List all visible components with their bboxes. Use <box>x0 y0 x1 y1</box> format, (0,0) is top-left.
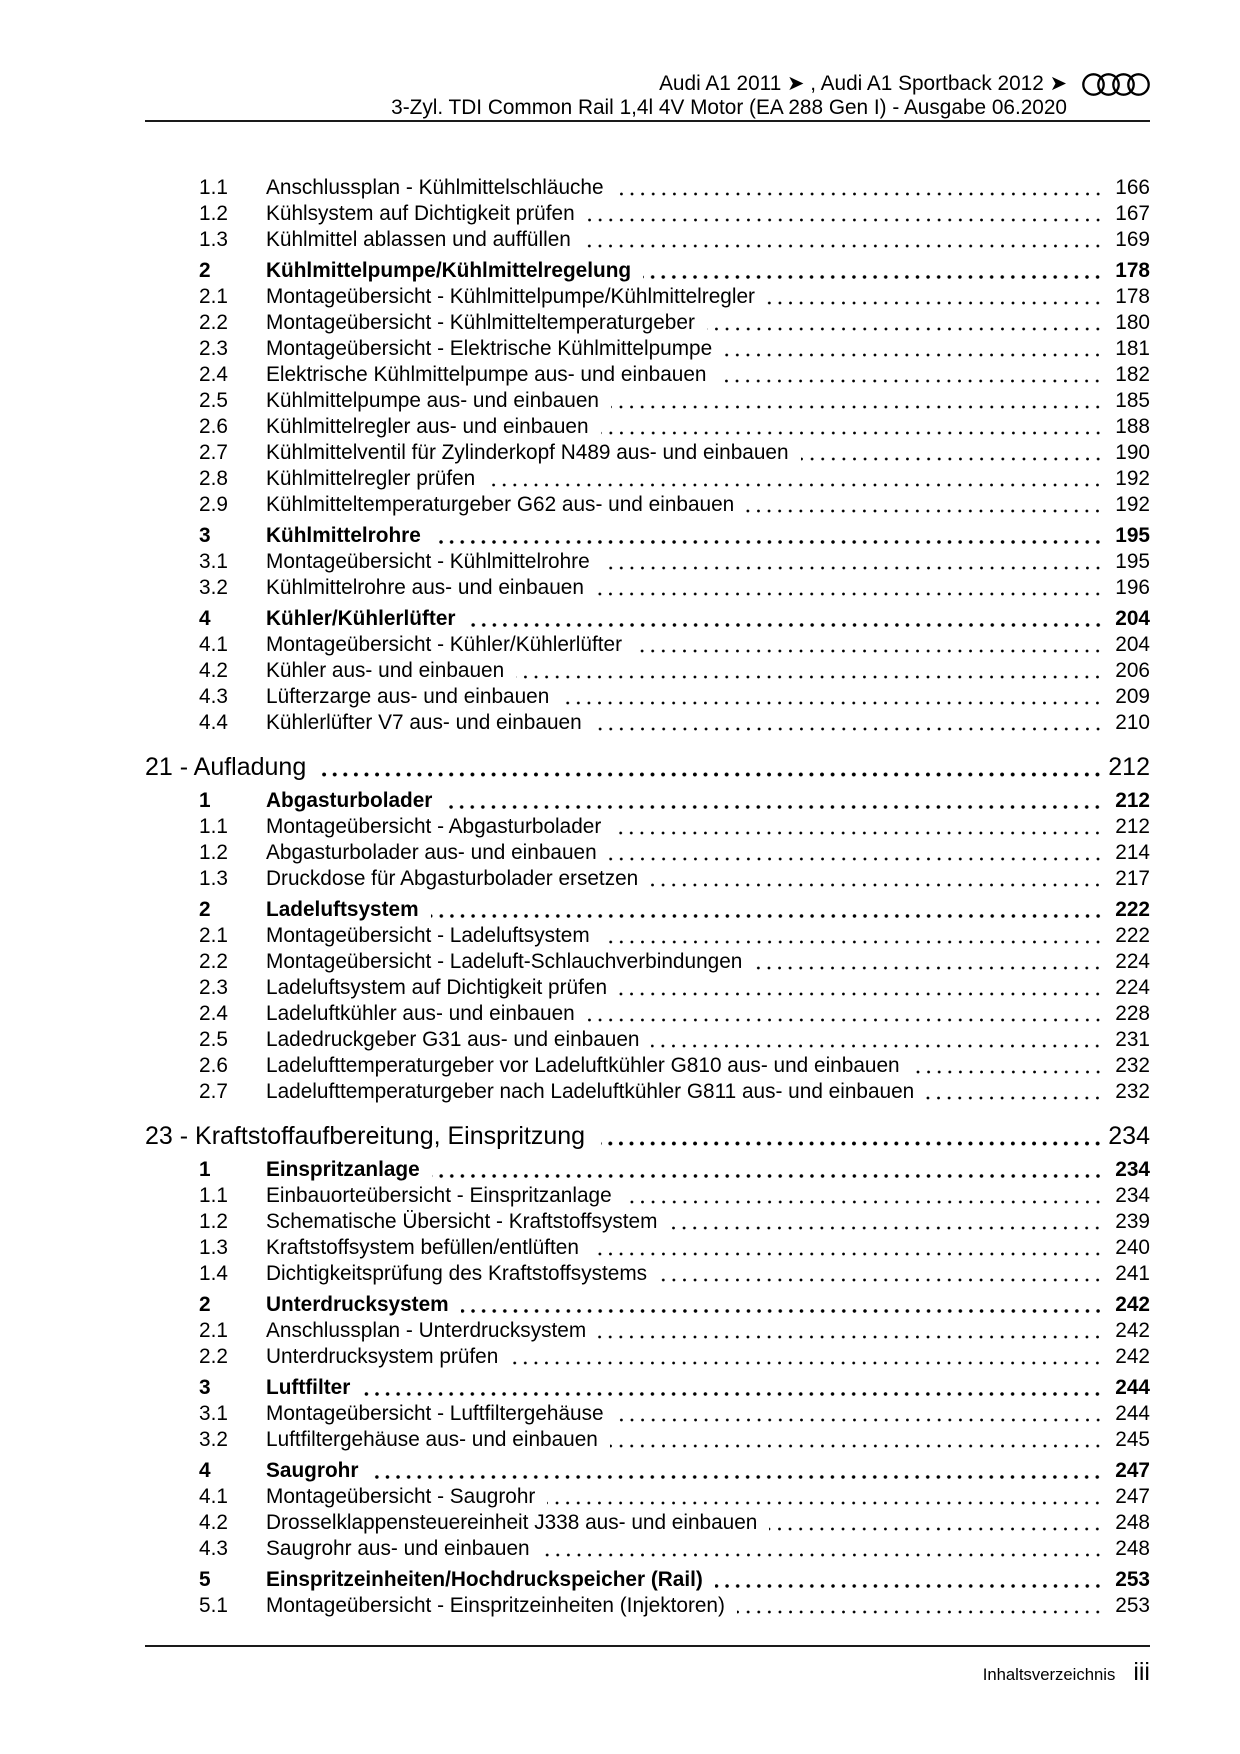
toc-dot-leader <box>707 310 1103 336</box>
toc-item-number: 1.2 <box>199 1210 228 1233</box>
toc-item-title: Montageübersicht - Saugrohr <box>266 1485 536 1508</box>
toc-item-page: 209 <box>1103 684 1150 1754</box>
logo-ring <box>1128 74 1148 94</box>
toc-dot-leader <box>594 710 1103 736</box>
toc-item-entry[interactable] <box>145 1401 1150 1427</box>
toc-section-number: 1 <box>199 789 211 812</box>
toc-item-title: Montageübersicht - Kühlmittelpumpe/Kühlmittelregler <box>266 285 755 308</box>
toc-item-number: 2.2 <box>199 950 228 973</box>
toc-section-page: 222 <box>1103 897 1150 1754</box>
toc-item-page: 232 <box>1103 1079 1150 1754</box>
toc-item-title: Drosselklappensteuereinheit J338 aus- und einbauen <box>266 1511 758 1534</box>
toc-item-entry[interactable] <box>145 1344 1150 1370</box>
toc-section-page: 242 <box>1103 1292 1150 1754</box>
toc-dot-leader <box>912 1053 1103 1079</box>
toc-item-title: Luftfiltergehäuse aus- und einbauen <box>266 1428 598 1451</box>
toc-item-number: 2.2 <box>199 1345 228 1368</box>
toc-item-page: 206 <box>1103 658 1150 1754</box>
toc-item-page: 248 <box>1103 1510 1150 1754</box>
toc-section-title: Einspritzanlage <box>266 1158 420 1181</box>
toc-dot-leader <box>370 1458 1103 1484</box>
toc-item-number: 3.2 <box>199 1428 228 1451</box>
toc-section-entry[interactable] <box>145 523 1150 549</box>
toc-section-number: 2 <box>199 1293 211 1316</box>
toc-item-title: Kühlerlüfter V7 aus- und einbauen <box>266 711 582 734</box>
toc-item-number: 2.4 <box>199 1002 228 1025</box>
toc-dot-leader <box>610 1427 1103 1453</box>
toc-item-page: 217 <box>1103 866 1150 1754</box>
toc-item-number: 2.5 <box>199 389 228 412</box>
toc-item-number: 1.2 <box>199 841 228 864</box>
toc-dot-leader <box>801 440 1103 466</box>
toc-section-page: 212 <box>1103 788 1150 1754</box>
toc-section-title: Saugrohr <box>266 1459 359 1482</box>
toc-item-entry[interactable] <box>145 1001 1150 1027</box>
toc-item-number: 1.1 <box>199 176 228 199</box>
toc-item-page: 247 <box>1103 1484 1150 1754</box>
toc-dot-leader <box>602 549 1103 575</box>
toc-item-number: 3.1 <box>199 1402 228 1425</box>
toc-section-entry[interactable] <box>145 606 1150 632</box>
toc-chapter-page: 234 <box>1103 1120 1150 1754</box>
toc-section-entry[interactable] <box>145 1375 1150 1401</box>
toc-item-number: 1.3 <box>199 867 228 890</box>
toc-item-page: 178 <box>1103 284 1150 1754</box>
toc-item-number: 1.1 <box>199 1184 228 1207</box>
toc-item-title: Kühlmittelrohre aus- und einbauen <box>266 576 584 599</box>
toc-item-page: 231 <box>1103 1027 1150 1754</box>
toc-item-entry[interactable] <box>145 227 1150 253</box>
toc-item-entry[interactable] <box>145 1261 1150 1287</box>
toc-section-title: Kühlmittelrohre <box>266 524 421 547</box>
toc-dot-leader <box>643 258 1103 284</box>
toc-chapter-page: 212 <box>1103 751 1150 1754</box>
page-footer <box>983 1657 1150 1687</box>
toc-section-title: Unterdrucksystem <box>266 1293 449 1316</box>
toc-item-number: 4.1 <box>199 1485 228 1508</box>
toc-item-number: 2.9 <box>199 493 228 516</box>
toc-item-page: 204 <box>1103 632 1150 1754</box>
toc-item-entry[interactable] <box>145 866 1150 892</box>
toc-item-number: 2.3 <box>199 976 228 999</box>
toc-item-title: Montageübersicht - Kühler/Kühlerlüfter <box>266 633 623 656</box>
toc-section-page: 204 <box>1103 606 1150 1754</box>
toc-section-page: 253 <box>1103 1567 1150 1754</box>
toc-item-title: Montageübersicht - Einspritzeinheiten (Injektoren) <box>266 1594 725 1617</box>
toc-item-title: Montageübersicht - Kühlmitteltemperaturgeber <box>266 311 695 334</box>
toc-item-page: 224 <box>1103 975 1150 1754</box>
toc-item-entry[interactable] <box>145 575 1150 601</box>
toc-section-page: 244 <box>1103 1375 1150 1754</box>
toc-item-title: Kühlmittelventil für Zylinderkopf N489 aus- und einbauen <box>266 441 789 464</box>
toc-dot-leader <box>611 388 1103 414</box>
toc-item-page: 169 <box>1103 227 1150 1754</box>
toc-item-title: Einbauorteübersicht - Einspritzanlage <box>266 1184 612 1207</box>
toc-dot-leader <box>650 866 1103 892</box>
model-range-title: Audi A1 2011 ➤ , Audi A1 Sportback 2012 ➤ <box>659 72 1067 95</box>
toc-dot-leader <box>724 336 1103 362</box>
toc-dot-leader <box>624 1183 1103 1209</box>
toc-item-number: 1.4 <box>199 1262 228 1285</box>
toc-section-page: 195 <box>1103 523 1150 1754</box>
toc-section-page: 247 <box>1103 1458 1150 1754</box>
toc-item-title: Dichtigkeitsprüfung des Kraftstoffsystems <box>266 1262 648 1285</box>
toc-item-entry[interactable] <box>145 814 1150 840</box>
toc-dot-leader <box>516 658 1103 684</box>
toc-dot-leader <box>634 632 1103 658</box>
toc-item-entry[interactable] <box>145 1183 1150 1209</box>
toc-section-title: Ladeluftsystem <box>266 898 419 921</box>
toc-dot-leader <box>718 362 1103 388</box>
toc-item-number: 1.1 <box>199 815 228 838</box>
toc-item-entry[interactable] <box>145 1079 1150 1105</box>
toc-dot-leader <box>609 840 1103 866</box>
toc-section-entry[interactable] <box>145 258 1150 284</box>
toc-item-page: 214 <box>1103 840 1150 1754</box>
toc-dot-leader <box>767 284 1103 310</box>
toc-item-entry[interactable] <box>145 1318 1150 1344</box>
toc-item-page: 239 <box>1103 1209 1150 1754</box>
toc-item-title: Lüfterzarge aus- und einbauen <box>266 685 550 708</box>
toc-dot-leader <box>433 523 1103 549</box>
toc-item-number: 1.2 <box>199 202 228 225</box>
footer-page-number: iii <box>1133 1658 1150 1686</box>
toc-dot-leader <box>659 1261 1103 1287</box>
toc-item-number: 4.4 <box>199 711 228 734</box>
toc-dot-leader <box>598 1318 1103 1344</box>
toc-dot-leader <box>542 1536 1103 1562</box>
toc-section-number: 3 <box>199 1376 211 1399</box>
toc-item-title: Montageübersicht - Ladeluft-Schlauchverbindungen <box>266 950 743 973</box>
toc-item-entry[interactable] <box>145 175 1150 201</box>
toc-section-entry[interactable] <box>145 897 1150 923</box>
toc-item-page: 190 <box>1103 440 1150 1754</box>
toc-item-entry[interactable] <box>145 388 1150 414</box>
toc-dot-leader <box>601 1120 1103 1152</box>
toc-item-title: Montageübersicht - Elektrische Kühlmittelpumpe <box>266 337 713 360</box>
toc-item-page: 253 <box>1103 1593 1150 1754</box>
toc-section-entry[interactable] <box>145 1567 1150 1593</box>
toc-section-title: Kühler/Kühlerlüfter <box>266 607 456 630</box>
toc-section-entry[interactable] <box>145 788 1150 814</box>
toc-item-entry[interactable] <box>145 949 1150 975</box>
toc-item-number: 1.3 <box>199 1236 228 1259</box>
toc-section-entry[interactable] <box>145 1157 1150 1183</box>
toc-item-number: 2.2 <box>199 311 228 334</box>
toc-item-number: 4.3 <box>199 685 228 708</box>
toc-dot-leader <box>583 227 1103 253</box>
toc-item-entry[interactable] <box>145 492 1150 518</box>
toc-item-title: Montageübersicht - Abgasturbolader <box>266 815 602 838</box>
toc-item-page: 241 <box>1103 1261 1150 1754</box>
toc-item-entry[interactable] <box>145 658 1150 684</box>
toc-item-title: Kühlmittelregler aus- und einbauen <box>266 415 589 438</box>
toc-item-page: 180 <box>1103 310 1150 1754</box>
toc-item-title: Montageübersicht - Kühlmittelrohre <box>266 550 590 573</box>
toc-item-title: Ladelufttemperaturgeber nach Ladeluftkühler G811 aus- und einbauen <box>266 1080 915 1103</box>
toc-item-title: Anschlussplan - Unterdrucksystem <box>266 1319 587 1342</box>
toc-item-entry[interactable] <box>145 1536 1150 1562</box>
toc-item-title: Anschlussplan - Kühlmittelschläuche <box>266 176 604 199</box>
toc-chapter-title: 23 - Kraftstoffaufbereitung, Einspritzung <box>145 1122 586 1150</box>
toc-item-entry[interactable] <box>145 710 1150 736</box>
toc-item-page: 234 <box>1103 1183 1150 1754</box>
toc-item-number: 2.6 <box>199 415 228 438</box>
toc-item-page: 188 <box>1103 414 1150 1754</box>
toc-item-page: 244 <box>1103 1401 1150 1754</box>
toc-section-number: 1 <box>199 1158 211 1181</box>
toc-section-page: 178 <box>1103 258 1150 1754</box>
toc-dot-leader <box>487 466 1103 492</box>
toc-dot-leader <box>587 1001 1103 1027</box>
toc-item-entry[interactable] <box>145 362 1150 388</box>
toc-section-number: 4 <box>199 1459 211 1482</box>
toc-dot-leader <box>596 575 1103 601</box>
toc-item-title: Kraftstoffsystem befüllen/entlüften <box>266 1236 579 1259</box>
toc-item-number: 2.5 <box>199 1028 228 1051</box>
header-rule <box>145 120 1150 122</box>
toc-item-number: 4.1 <box>199 633 228 656</box>
toc-section-number: 3 <box>199 524 211 547</box>
toc-item-page: 222 <box>1103 923 1150 1754</box>
toc-item-number: 2.8 <box>199 467 228 490</box>
toc-section-entry[interactable] <box>145 1458 1150 1484</box>
toc-item-title: Druckdose für Abgasturbolader ersetzen <box>266 867 639 890</box>
toc-item-title: Abgasturbolader aus- und einbauen <box>266 841 597 864</box>
toc-section-page: 234 <box>1103 1157 1150 1754</box>
toc-item-entry[interactable] <box>145 336 1150 362</box>
toc-dot-leader <box>362 1375 1103 1401</box>
toc-item-entry[interactable] <box>145 684 1150 710</box>
table-of-contents <box>145 175 1150 1619</box>
toc-dot-leader <box>769 1510 1103 1536</box>
toc-item-title: Ladeluftsystem auf Dichtigkeit prüfen <box>266 976 608 999</box>
toc-item-entry[interactable] <box>145 414 1150 440</box>
toc-item-number: 5.1 <box>199 1594 228 1617</box>
toc-item-page: 182 <box>1103 362 1150 1754</box>
toc-dot-leader <box>510 1344 1103 1370</box>
toc-dot-leader <box>468 606 1104 632</box>
toc-dot-leader <box>432 1157 1103 1183</box>
toc-item-entry[interactable] <box>145 1510 1150 1536</box>
toc-item-number: 1.3 <box>199 228 228 251</box>
toc-dot-leader <box>616 1401 1103 1427</box>
toc-dot-leader <box>754 949 1103 975</box>
toc-item-page: 242 <box>1103 1318 1150 1754</box>
toc-item-page: 166 <box>1103 175 1150 1754</box>
footer-section-label: Inhaltsverzeichnis <box>982 1665 1116 1684</box>
toc-item-page: 167 <box>1103 201 1150 1754</box>
toc-section-number: 4 <box>199 607 211 630</box>
toc-section-title: Kühlmittelpumpe/Kühlmittelregelung <box>266 259 632 282</box>
toc-item-entry[interactable] <box>145 310 1150 336</box>
toc-item-number: 2.1 <box>199 924 228 947</box>
toc-item-title: Montageübersicht - Ladeluftsystem <box>266 924 590 947</box>
toc-dot-leader <box>561 684 1103 710</box>
toc-item-number: 4.3 <box>199 1537 228 1560</box>
toc-item-number: 2.4 <box>199 363 228 386</box>
toc-item-title: Unterdrucksystem prüfen <box>266 1345 499 1368</box>
toc-item-number: 2.7 <box>199 441 228 464</box>
toc-item-entry[interactable] <box>145 1593 1150 1619</box>
toc-dot-leader <box>431 897 1103 923</box>
toc-section-title: Einspritzeinheiten/Hochdruckspeicher (Rail) <box>266 1568 703 1591</box>
toc-dot-leader <box>737 1593 1103 1619</box>
toc-item-number: 2.1 <box>199 1319 228 1342</box>
toc-item-entry[interactable] <box>145 1209 1150 1235</box>
toc-item-number: 4.2 <box>199 659 228 682</box>
toc-item-entry[interactable] <box>145 1053 1150 1079</box>
toc-dot-leader <box>444 788 1103 814</box>
toc-item-page: 224 <box>1103 949 1150 1754</box>
toc-item-title: Ladedruckgeber G31 aus- und einbauen <box>266 1028 640 1051</box>
toc-item-page: 196 <box>1103 575 1150 1754</box>
toc-item-page: 195 <box>1103 549 1150 1754</box>
toc-item-title: Kühlsystem auf Dichtigkeit prüfen <box>266 202 575 225</box>
toc-dot-leader <box>619 975 1103 1001</box>
toc-item-page: 242 <box>1103 1344 1150 1754</box>
toc-item-title: Kühlmittel ablassen und auffüllen <box>266 228 571 251</box>
toc-item-entry[interactable] <box>145 201 1150 227</box>
toc-item-entry[interactable] <box>145 1484 1150 1510</box>
toc-item-entry[interactable] <box>145 1427 1150 1453</box>
toc-item-title: Ladelufttemperaturgeber vor Ladeluftkühler G810 aus- und einbauen <box>266 1054 900 1077</box>
toc-dot-leader <box>926 1079 1103 1105</box>
toc-item-entry[interactable] <box>145 1027 1150 1053</box>
toc-item-page: 228 <box>1103 1001 1150 1754</box>
toc-item-entry[interactable] <box>145 975 1150 1001</box>
toc-dot-leader <box>651 1027 1103 1053</box>
toc-item-title: Kühler aus- und einbauen <box>266 659 505 682</box>
toc-item-page: 212 <box>1103 814 1150 1754</box>
toc-chapter-title: 21 - Aufladung <box>145 753 307 781</box>
toc-item-title: Kühlmittelpumpe aus- und einbauen <box>266 389 599 412</box>
toc-item-entry[interactable] <box>145 549 1150 575</box>
toc-item-entry[interactable] <box>145 632 1150 658</box>
toc-section-title: Abgasturbolader <box>266 789 433 812</box>
engine-edition-subtitle: 3-Zyl. TDI Common Rail 1,4l 4V Motor (EA 288 Gen I) - Ausgabe 06.2020 <box>391 96 1067 119</box>
toc-dot-leader <box>613 814 1103 840</box>
audi-rings-logo <box>1082 73 1150 96</box>
toc-item-number: 4.2 <box>199 1511 228 1534</box>
toc-item-title: Schematische Übersicht - Kraftstoffsystem <box>266 1210 658 1233</box>
toc-item-entry[interactable] <box>145 1235 1150 1261</box>
toc-item-page: 240 <box>1103 1235 1150 1754</box>
toc-item-entry[interactable] <box>145 466 1150 492</box>
toc-item-title: Montageübersicht - Luftfiltergehäuse <box>266 1402 604 1425</box>
toc-dot-leader <box>669 1209 1103 1235</box>
toc-item-title: Kühlmitteltemperaturgeber G62 aus- und einbauen <box>266 493 735 516</box>
toc-chapter-entry[interactable] <box>145 751 1150 783</box>
toc-item-title: Saugrohr aus- und einbauen <box>266 1537 530 1560</box>
page-header <box>391 72 1067 120</box>
toc-item-entry[interactable] <box>145 284 1150 310</box>
toc-item-page: 210 <box>1103 710 1150 1754</box>
toc-section-number: 5 <box>199 1568 211 1591</box>
toc-item-title: Ladeluftkühler aus- und einbauen <box>266 1002 575 1025</box>
toc-item-entry[interactable] <box>145 440 1150 466</box>
toc-item-page: 185 <box>1103 388 1150 1754</box>
toc-section-number: 2 <box>199 259 211 282</box>
toc-dot-leader <box>616 175 1103 201</box>
toc-dot-leader <box>601 414 1103 440</box>
toc-item-entry[interactable] <box>145 923 1150 949</box>
toc-dot-leader <box>591 1235 1103 1261</box>
toc-section-number: 2 <box>199 898 211 921</box>
toc-chapter-entry[interactable] <box>145 1120 1150 1152</box>
toc-dot-leader <box>461 1292 1103 1318</box>
toc-dot-leader <box>602 923 1103 949</box>
toc-item-entry[interactable] <box>145 840 1150 866</box>
toc-dot-leader <box>322 751 1103 783</box>
toc-dot-leader <box>547 1484 1103 1510</box>
toc-item-number: 2.6 <box>199 1054 228 1077</box>
toc-item-number: 3.1 <box>199 550 228 573</box>
toc-item-title: Kühlmittelregler prüfen <box>266 467 476 490</box>
toc-item-page: 181 <box>1103 336 1150 1754</box>
toc-item-number: 2.1 <box>199 285 228 308</box>
toc-dot-leader <box>715 1567 1103 1593</box>
toc-item-number: 3.2 <box>199 576 228 599</box>
toc-section-title: Luftfilter <box>266 1376 351 1399</box>
toc-dot-leader <box>746 492 1103 518</box>
toc-item-page: 245 <box>1103 1427 1150 1754</box>
toc-item-page: 192 <box>1103 466 1150 1754</box>
toc-item-number: 2.3 <box>199 337 228 360</box>
toc-item-page: 232 <box>1103 1053 1150 1754</box>
toc-dot-leader <box>587 201 1103 227</box>
toc-item-title: Elektrische Kühlmittelpumpe aus- und einbauen <box>266 363 707 386</box>
toc-item-page: 192 <box>1103 492 1150 1754</box>
toc-item-page: 248 <box>1103 1536 1150 1754</box>
toc-item-number: 2.7 <box>199 1080 228 1103</box>
footer-rule <box>145 1645 1150 1647</box>
toc-section-entry[interactable] <box>145 1292 1150 1318</box>
